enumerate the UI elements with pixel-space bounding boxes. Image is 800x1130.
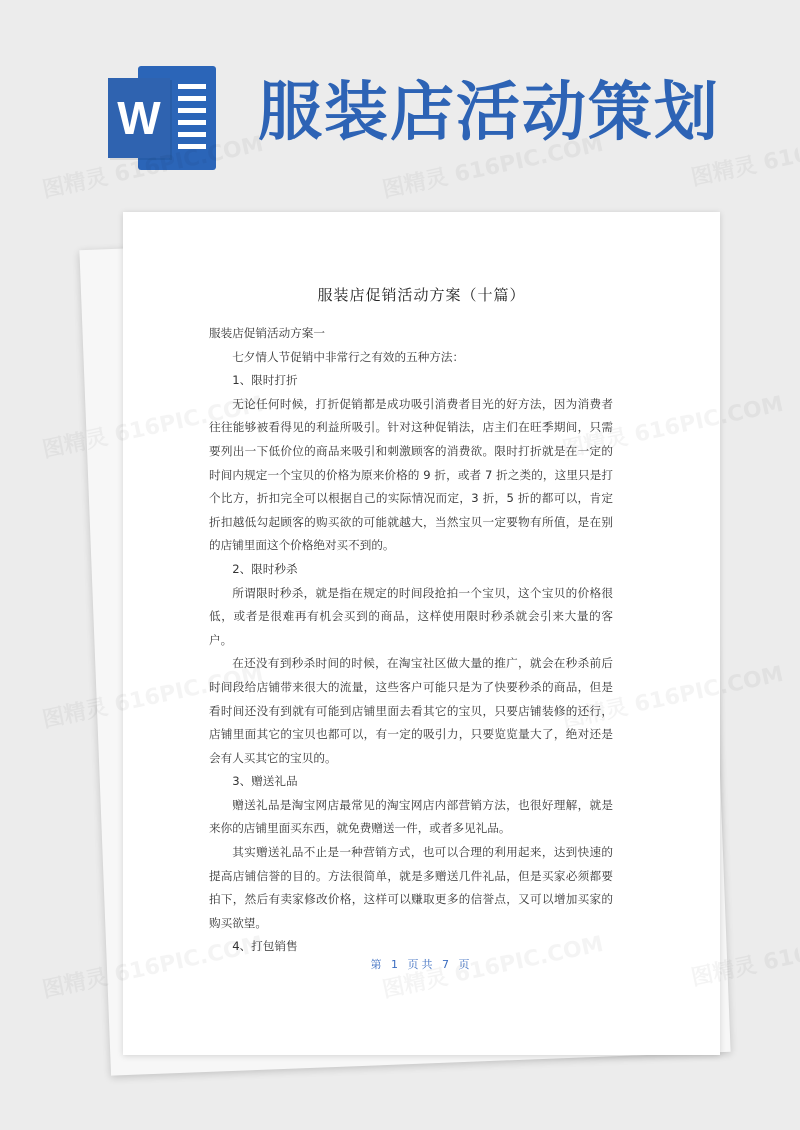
word-document-icon [108,66,216,170]
paragraph: 在还没有到秒杀时间的时候，在淘宝社区做大量的推广，就会在秒杀前后时间段给店铺带来很大的流量，这些客户可能只是为了快要秒杀的商品，但是看时间还没有到就有可能到店铺里面去看其它的宝贝，只要店铺装修的还行，店铺里面其它的宝贝也都可以，有一定的吸引力，只要览览量大了，绝对还是会有人买其它的宝贝的。 [209,656,613,765]
paragraph: 4、打包销售 [232,939,298,954]
paragraph: 无论任何时候，打折促销都是成功吸引消费者目光的好方法，因为消费者往往能够被看得见的利益所吸引。针对这种促销法，店主们在旺季期间，只需要列出一下低价位的商品来吸引和刺激顾客的消费欲。限时打折就是在一定的时间内规定一个宝贝的价格为原来价格的 9 折，或者 7 折之类的，这里只是打个比方，折扣完全可以根据自己的实际情况而定，3 折，5 折的都可以，肯定折扣越低勾起顾客的购买欲的可能就越大，当然宝贝一定要物有所值，是在别的店铺里面这个价格绝对买不到的。 [209,396,613,553]
paragraph: 3、赠送礼品 [232,774,298,789]
page-footer: 第 1 页共 7 页 [370,958,473,971]
paragraph: 所谓限时秒杀，就是指在规定的时间段抢拍一个宝贝，这个宝贝的价格很低，或者是很难再有机会买到的商品，这样使用限时秒杀就会引来大量的客户。 [209,585,613,647]
banner-title: 服装店活动策划 [258,75,720,150]
paragraph: 1、限时打折 [232,373,298,388]
word-logo-letter: W [108,78,170,158]
paragraph: 其实赠送礼品不止是一种营销方式，也可以合理的利用起来，达到快速的提高店铺信誉的目的。方法很简单，就是多赠送几件礼品，但是买家必须都要拍下，然后有卖家修改价格，这样可以赚取更多的信誉点，又可以增加买家的购买欲望。 [209,845,613,930]
document-body [209,322,613,959]
document-title: 服装店促销活动方案（十篇） [317,286,526,304]
paragraph: 2、限时秒杀 [232,561,298,576]
header [0,0,800,200]
paragraph: 赠送礼品是淘宝网店最常见的淘宝网店内部营销方法，也很好理解，就是来你的店铺里面买东西，就免费赠送一件，或者多见礼品。 [209,797,613,836]
document-page [123,212,720,1055]
paragraph: 服装店促销活动方案一 [209,326,325,340]
paragraph: 七夕情人节促销中非常行之有效的五种方法： [232,349,465,364]
